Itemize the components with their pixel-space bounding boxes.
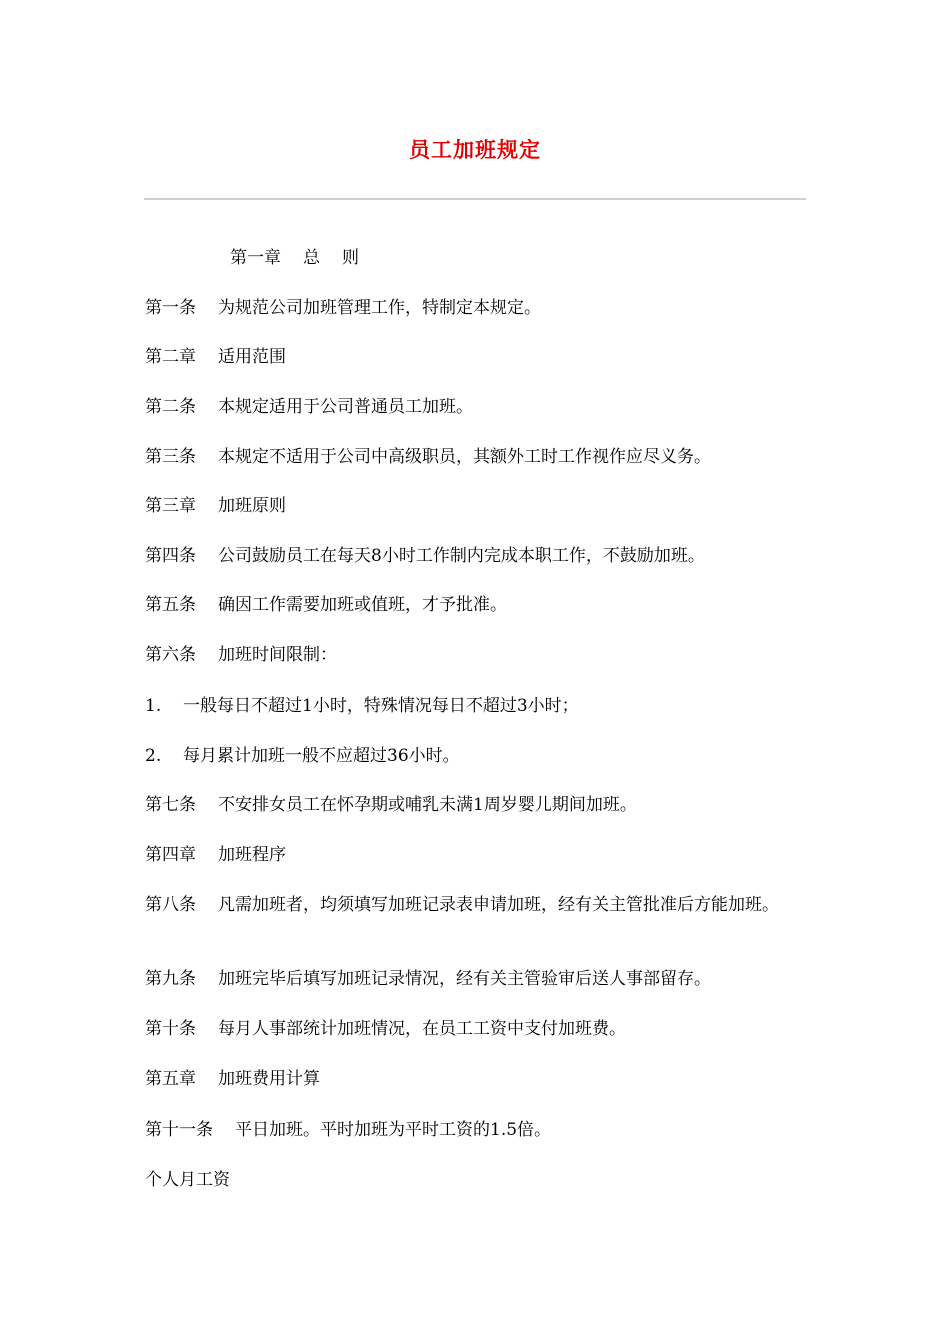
article-3 xyxy=(145,445,805,470)
article-text: 不安排女员工在怀孕期或哺乳未满1周岁婴儿期间加班。 xyxy=(218,795,637,815)
chapter-title: 加班原则 xyxy=(218,496,286,516)
article-label: 第三条 xyxy=(145,447,196,467)
article-label: 第五条 xyxy=(145,595,196,615)
document-title: 员工加班规定 xyxy=(409,138,541,162)
chapter-label: 第一章 xyxy=(230,248,281,268)
article-label: 第四条 xyxy=(145,546,196,566)
chapter-2-heading xyxy=(145,345,805,370)
list-item-2 xyxy=(145,744,805,769)
chapter-label: 第五章 xyxy=(145,1069,196,1089)
article-text: 每月人事部统计加班情况，在员工工资中支付加班费。 xyxy=(218,1019,626,1039)
list-number: 2. xyxy=(145,746,162,766)
article-text: 本规定适用于公司普通员工加班。 xyxy=(218,397,473,417)
article-text: 为规范公司加班管理工作，特制定本规定。 xyxy=(218,298,541,318)
article-text: 确因工作需要加班或值班，才予批准。 xyxy=(218,595,507,615)
chapter-label: 第四章 xyxy=(145,845,196,865)
chapter-label: 第二章 xyxy=(145,347,196,367)
article-label: 第十一条 xyxy=(145,1120,213,1140)
list-text: 一般每日不超过1小时，特殊情况每日不超过3小时； xyxy=(183,696,579,716)
article-text: 加班时间限制： xyxy=(218,645,337,665)
article-6 xyxy=(145,643,805,668)
article-1 xyxy=(145,296,805,321)
article-7 xyxy=(145,793,805,818)
article-2 xyxy=(145,395,805,420)
article-9 xyxy=(145,967,805,992)
article-text: 公司鼓励员工在每天8小时工作制内完成本职工作，不鼓励加班。 xyxy=(218,546,705,566)
article-label: 第六条 xyxy=(145,645,196,665)
chapter-title: 适用范围 xyxy=(218,347,286,367)
title-divider xyxy=(144,198,806,200)
list-number: 1. xyxy=(145,696,162,716)
article-label: 第七条 xyxy=(145,795,196,815)
article-text: 凡需加班者，均须填写加班记录表申请加班，经有关主管批准后方能加班。 xyxy=(218,895,779,915)
article-text: 加班完毕后填写加班记录情况，经有关主管验审后送人事部留存。 xyxy=(218,969,711,989)
chapter-title-part: 则 xyxy=(342,248,359,268)
article-label: 第二条 xyxy=(145,397,196,417)
article-text: 平日加班。平时加班为平时工资的1.5倍。 xyxy=(235,1120,552,1140)
chapter-label: 第三章 xyxy=(145,496,196,516)
article-8 xyxy=(145,893,800,918)
article-label: 第一条 xyxy=(145,298,196,318)
trailing-text: 个人月工资 xyxy=(145,1170,230,1190)
article-label: 第八条 xyxy=(145,895,196,915)
chapter-5-heading xyxy=(145,1067,805,1092)
article-10 xyxy=(145,1017,805,1042)
article-5 xyxy=(145,593,805,618)
article-label: 第九条 xyxy=(145,969,196,989)
article-label: 第十条 xyxy=(145,1019,196,1039)
chapter-title: 加班程序 xyxy=(218,845,286,865)
chapter-1-heading xyxy=(230,246,890,271)
chapter-title-part: 总 xyxy=(303,248,320,268)
article-text: 本规定不适用于公司中高级职员，其额外工时工作视作应尽义务。 xyxy=(218,447,711,467)
list-text: 每月累计加班一般不应超过36小时。 xyxy=(183,746,460,766)
list-item-1 xyxy=(145,694,805,719)
article-4 xyxy=(145,544,805,569)
article-11 xyxy=(145,1118,805,1143)
chapter-3-heading xyxy=(145,494,805,519)
chapter-4-heading xyxy=(145,843,805,868)
chapter-title: 加班费用计算 xyxy=(218,1069,320,1089)
